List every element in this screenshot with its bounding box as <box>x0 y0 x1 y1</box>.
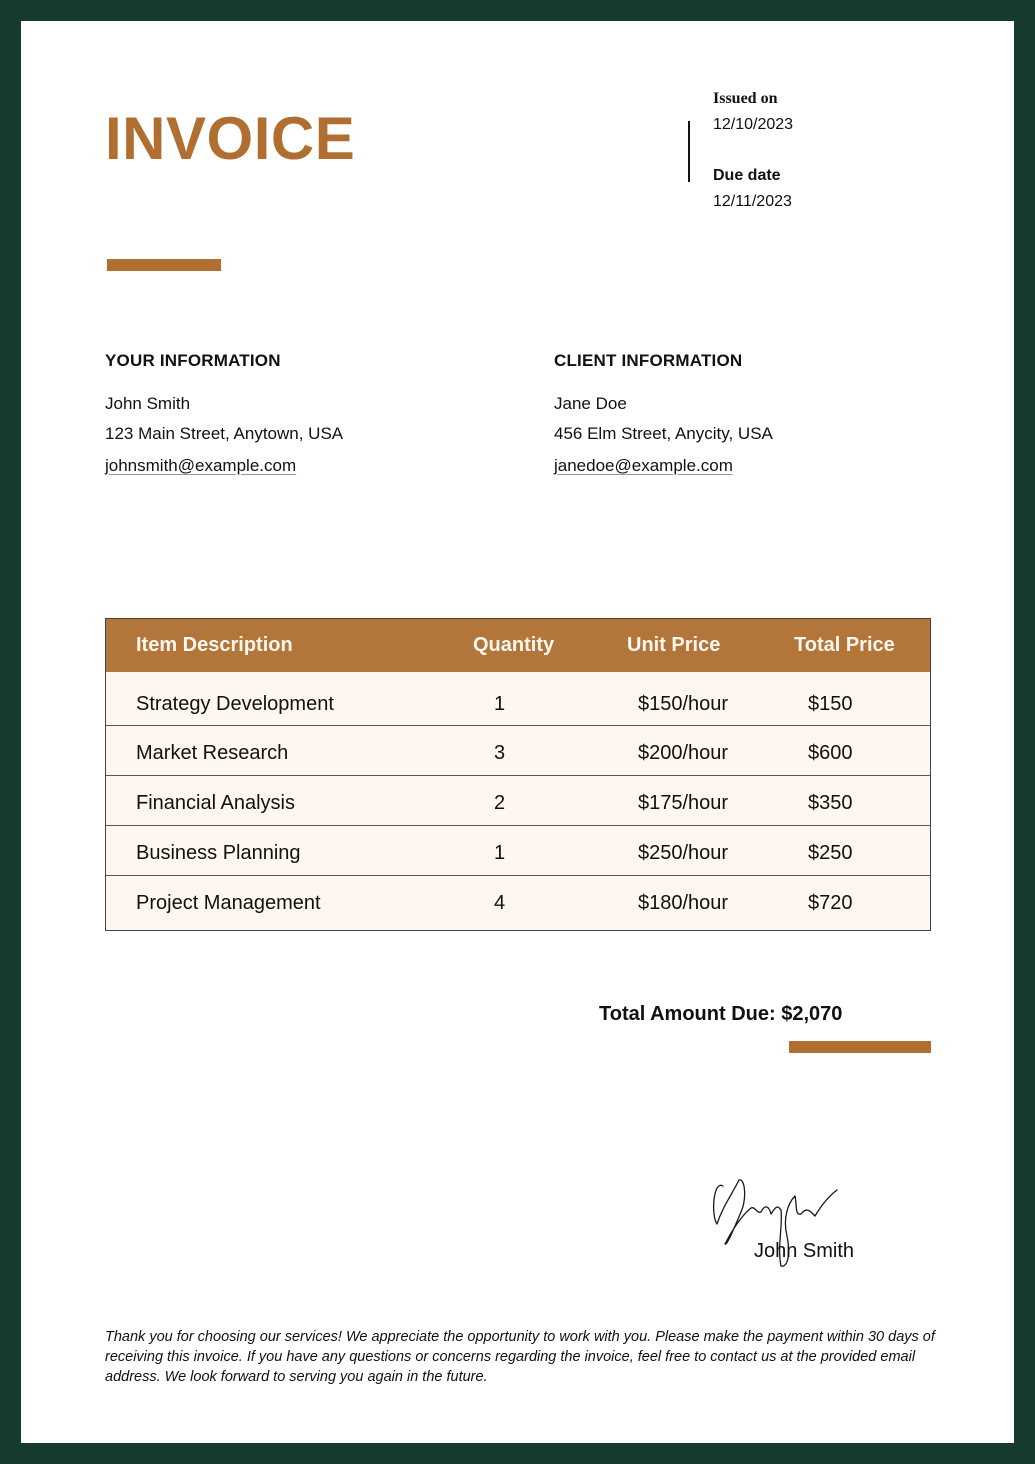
column-header-item-description: Item Description <box>136 634 293 656</box>
item-description-cell: Business Planning <box>136 842 301 864</box>
due-date-label: Due date <box>713 167 781 184</box>
column-header-unit-price: Unit Price <box>627 634 721 656</box>
item-description-cell: Strategy Development <box>136 693 334 715</box>
footer-note: Thank you for choosing our services! We appreciate the opportunity to work with you. Please make the payment within 30 days of receiving this invoice. If you have any questions or concerns regarding the invoice, feel free to contact us at the provided email address. We look forward to serving you again in the future. <box>105 1329 935 1385</box>
quantity-cell: 3 <box>494 742 506 764</box>
due-date-value: 12/11/2023 <box>713 193 792 210</box>
total-accent-bar <box>789 1041 931 1053</box>
quantity-cell: 4 <box>494 892 506 914</box>
your-name: John Smith <box>105 394 191 413</box>
date-divider <box>688 121 690 182</box>
total-price-cell: $250 <box>808 842 853 864</box>
item-description-cell: Financial Analysis <box>136 792 295 814</box>
total-price-cell: $350 <box>808 792 853 814</box>
total-price-cell: $720 <box>808 892 853 914</box>
table-row <box>106 825 930 875</box>
quantity-cell: 1 <box>494 842 506 864</box>
quantity-cell: 2 <box>494 792 506 814</box>
issued-on-date: 12/10/2023 <box>713 116 794 133</box>
client-name: Jane Doe <box>554 394 627 413</box>
unit-price-cell: $250/hour <box>638 842 729 864</box>
table-header-row <box>106 619 930 672</box>
unit-price-cell: $150/hour <box>638 693 729 715</box>
item-description-cell: Project Management <box>136 892 321 914</box>
column-header-total-price: Total Price <box>794 634 895 656</box>
total-amount-due: Total Amount Due: $2,070 <box>599 1003 843 1025</box>
client-address: 456 Elm Street, Anycity, USA <box>554 424 773 443</box>
table-row <box>106 672 930 725</box>
item-description-cell: Market Research <box>136 742 289 764</box>
client-information-heading: CLIENT INFORMATION <box>554 351 743 370</box>
table-row <box>106 775 930 825</box>
table-row <box>106 875 930 930</box>
your-address: 123 Main Street, Anytown, USA <box>105 424 344 443</box>
invoice-items-table <box>105 618 931 931</box>
title-accent-bar <box>107 259 221 271</box>
column-header-quantity: Quantity <box>473 634 555 656</box>
table-row <box>106 725 930 775</box>
issued-on-label: Issued on <box>713 90 778 107</box>
total-price-cell: $600 <box>808 742 853 764</box>
total-price-cell: $150 <box>808 693 853 715</box>
your-email-link[interactable]: johnsmith@example.com <box>105 456 297 475</box>
your-information-heading: YOUR INFORMATION <box>105 351 281 370</box>
client-email-link[interactable]: janedoe@example.com <box>554 456 733 475</box>
unit-price-cell: $175/hour <box>638 792 729 814</box>
quantity-cell: 1 <box>494 693 506 715</box>
signer-name: John Smith <box>754 1240 855 1262</box>
unit-price-cell: $200/hour <box>638 742 729 764</box>
invoice-title: INVOICE <box>105 105 356 172</box>
unit-price-cell: $180/hour <box>638 892 729 914</box>
invoice-page <box>21 21 1014 1443</box>
